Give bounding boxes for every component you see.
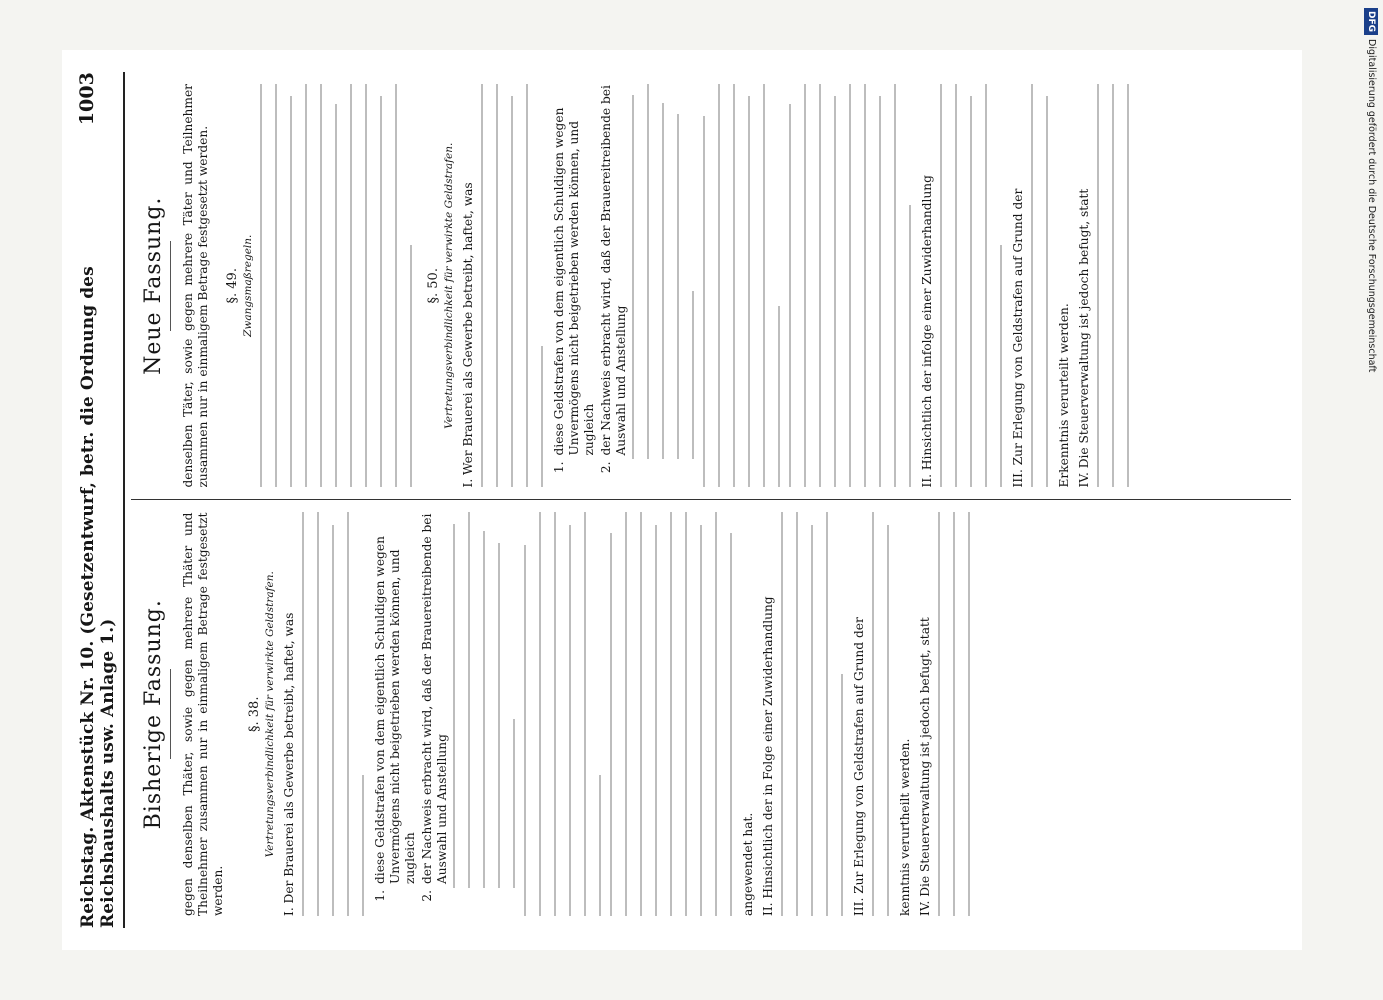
text-line bbox=[541, 346, 543, 487]
text-line bbox=[1000, 245, 1002, 487]
text-line bbox=[748, 96, 750, 487]
text-line bbox=[569, 525, 571, 916]
paragraph-end: Erkenntnis verurteilt werden. bbox=[1057, 303, 1071, 488]
text-line bbox=[864, 84, 866, 488]
spacer bbox=[231, 775, 233, 916]
column-previous-version bbox=[131, 501, 1291, 929]
text-line bbox=[789, 104, 791, 487]
text-line bbox=[305, 84, 307, 488]
paragraph-body bbox=[1031, 84, 1048, 488]
list-item-text: der Nachweis erbracht wird, daß der Brauereitreibende bei Auswahl und Anstellung bbox=[599, 85, 628, 456]
text-line bbox=[819, 84, 821, 488]
paragraph-start: IV. Die Steuerverwaltung ist jedoch befugt, statt bbox=[1077, 188, 1091, 488]
paragraph-body bbox=[940, 84, 1002, 488]
paragraph-body bbox=[938, 513, 970, 917]
text-line bbox=[826, 513, 828, 917]
text-line bbox=[317, 513, 319, 917]
paragraph-body bbox=[703, 84, 780, 488]
text-line bbox=[599, 775, 601, 916]
paragraph-end: angewendet hat. bbox=[741, 812, 755, 916]
text-line bbox=[655, 525, 657, 916]
section-number: §. 50. bbox=[426, 268, 441, 304]
paragraph-body bbox=[481, 84, 543, 488]
list-item bbox=[599, 84, 629, 488]
text-line bbox=[453, 524, 455, 888]
text-line bbox=[715, 513, 717, 917]
text-line bbox=[380, 96, 382, 487]
heading-rule bbox=[170, 241, 171, 331]
paragraph-body bbox=[781, 513, 843, 917]
text-line bbox=[970, 96, 972, 487]
section-caption: Vertretungsverbindlichkeit für verwirkte Geldstrafen. bbox=[264, 571, 276, 858]
text-line bbox=[365, 84, 367, 488]
text-line bbox=[275, 84, 277, 488]
text-line bbox=[677, 114, 679, 459]
text-line bbox=[733, 84, 735, 488]
text-line bbox=[1031, 84, 1033, 488]
text-line bbox=[483, 531, 485, 888]
paragraph-start: II. Hinsichtlich der in Folge einer Zuwiderhandlung bbox=[761, 596, 775, 916]
intro-text: gegen denselben Thäter, sowie gegen mehrere Thäter und Theilnehmer zusammen nur in einmaligem Betrage festgesetzt werden. bbox=[181, 512, 225, 916]
section-number: §. 38. bbox=[247, 696, 262, 732]
paragraph-start: I. Wer Brauerei als Gewerbe betreibt, haftet, was bbox=[461, 182, 475, 488]
text-line bbox=[909, 205, 911, 487]
text-line bbox=[670, 513, 672, 917]
text-line bbox=[763, 84, 765, 488]
paragraph-end: kenntnis verurtheilt werden. bbox=[898, 738, 912, 916]
text-line bbox=[953, 513, 955, 917]
text-line bbox=[1046, 96, 1048, 487]
text-line bbox=[781, 513, 783, 917]
dfg-logo: DFG bbox=[1364, 8, 1378, 35]
text-line bbox=[481, 84, 483, 488]
text-line bbox=[496, 84, 498, 488]
section-number: §. 49. bbox=[225, 268, 240, 304]
text-line bbox=[332, 525, 334, 916]
text-line bbox=[968, 513, 970, 917]
text-line bbox=[260, 84, 262, 488]
list-item-number: 2. bbox=[599, 461, 613, 474]
paragraph-start: III. Zur Erlegung von Geldstrafen auf Grund der bbox=[852, 617, 866, 916]
text-line bbox=[468, 513, 470, 889]
document-sheet bbox=[62, 50, 1302, 950]
text-line bbox=[584, 513, 586, 917]
text-line bbox=[849, 84, 851, 488]
text-line bbox=[410, 245, 412, 487]
text-line bbox=[362, 775, 364, 916]
column-heading: Neue Fassung. bbox=[141, 196, 166, 375]
heading-rule bbox=[170, 669, 171, 759]
column-heading: Bisherige Fassung. bbox=[141, 599, 166, 830]
list-item bbox=[373, 513, 418, 917]
text-line bbox=[302, 513, 304, 917]
text-line bbox=[894, 84, 896, 488]
text-line bbox=[290, 96, 292, 487]
text-line bbox=[834, 96, 836, 487]
text-line bbox=[395, 84, 397, 488]
section-caption: Vertretungsverbindlichkeit für verwirkte Geldstrafen. bbox=[443, 142, 455, 429]
text-line bbox=[498, 543, 500, 888]
header-title: Reichstag. Aktenstück Nr. 10. (Gesetzentwurf, betr. die Ordnung des Reichshaushalts usw. Anlage 1.) bbox=[78, 266, 118, 928]
text-line bbox=[524, 545, 526, 916]
section-caption: Zwangsmaßregeln. bbox=[242, 234, 254, 337]
text-line bbox=[625, 513, 627, 917]
text-line bbox=[513, 719, 515, 888]
text-line bbox=[938, 513, 940, 917]
text-line bbox=[985, 84, 987, 488]
text-line bbox=[804, 84, 806, 488]
text-line bbox=[841, 674, 843, 916]
text-line bbox=[640, 513, 642, 917]
text-line bbox=[662, 103, 664, 460]
column-new-version bbox=[131, 72, 1291, 501]
list-item-body bbox=[453, 513, 515, 889]
text-line bbox=[955, 84, 957, 488]
text-line bbox=[1097, 84, 1099, 488]
intro-text: denselben Täter, sowie gegen mehrere Täter und Teilnehmer zusammen nur in einmaligem Betrage festgesetzt werden. bbox=[181, 84, 210, 488]
two-column-body bbox=[131, 72, 1291, 928]
text-line bbox=[554, 513, 556, 917]
paragraph-body bbox=[872, 513, 889, 917]
text-line bbox=[647, 84, 649, 460]
list-item-body bbox=[632, 84, 694, 460]
text-line bbox=[347, 513, 349, 917]
text-line bbox=[511, 96, 513, 487]
text-line bbox=[887, 525, 889, 916]
text-line bbox=[692, 291, 694, 460]
paragraph-body bbox=[302, 513, 364, 917]
list-item-text: der Nachweis erbracht wird, daß der Brauereitreibende bei Auswahl und Anstellung bbox=[420, 513, 449, 884]
text-line bbox=[526, 84, 528, 488]
paragraph-start: I. Der Brauerei als Gewerbe betreibt, haftet, was bbox=[282, 612, 296, 916]
text-line bbox=[778, 306, 780, 488]
text-line bbox=[796, 513, 798, 917]
paragraph-start: II. Hinsichtlich der infolge einer Zuwiderhandlung bbox=[920, 175, 934, 488]
list-item bbox=[552, 84, 597, 488]
text-line bbox=[320, 84, 322, 488]
digitization-credit bbox=[1365, 8, 1379, 988]
text-line bbox=[685, 513, 687, 917]
text-line bbox=[879, 96, 881, 487]
text-line bbox=[1127, 84, 1129, 488]
list-item-number: 1. bbox=[552, 461, 566, 474]
list-item-number: 2. bbox=[420, 890, 434, 902]
text-line bbox=[632, 95, 634, 459]
list-item-text: diese Geldstrafen von dem eigentlich Schuldigen wegen Unvermögens nicht beigetrieben werden können, und zugleich bbox=[552, 107, 596, 456]
paragraph-start: III. Zur Erlegung von Geldstrafen auf Grund der bbox=[1011, 188, 1025, 488]
text-line bbox=[335, 104, 337, 487]
blank-space bbox=[231, 513, 233, 917]
list-item-number: 1. bbox=[373, 890, 387, 902]
text-line bbox=[872, 513, 874, 917]
paragraph-start: IV. Die Steuerverwaltung ist jedoch befugt, statt bbox=[918, 617, 932, 916]
list-item-text: diese Geldstrafen von dem eigentlich Schuldigen wegen Unvermögens nicht beigetrieben werden können, und zugleich bbox=[373, 536, 417, 884]
text-line bbox=[350, 84, 352, 488]
text-line bbox=[703, 116, 705, 487]
text-line bbox=[1112, 84, 1114, 488]
list-item bbox=[420, 513, 450, 917]
text-line bbox=[730, 533, 732, 916]
paragraph-body bbox=[1097, 84, 1129, 488]
paragraph-body bbox=[789, 84, 911, 488]
text-line bbox=[610, 533, 612, 916]
paragraph-body bbox=[260, 84, 412, 488]
text-line bbox=[539, 513, 541, 917]
text-line bbox=[940, 84, 942, 488]
paragraph-body bbox=[610, 513, 732, 917]
text-line bbox=[700, 525, 702, 916]
credit-text: Digitalisierung gefördert durch die Deutsche Forschungsgemeinschaft bbox=[1366, 39, 1377, 373]
paragraph-body bbox=[524, 513, 601, 917]
page-header bbox=[76, 72, 125, 928]
text-line bbox=[718, 84, 720, 488]
text-line bbox=[811, 525, 813, 916]
page-number: 1003 bbox=[76, 72, 98, 126]
credit-line bbox=[1364, 8, 1378, 988]
